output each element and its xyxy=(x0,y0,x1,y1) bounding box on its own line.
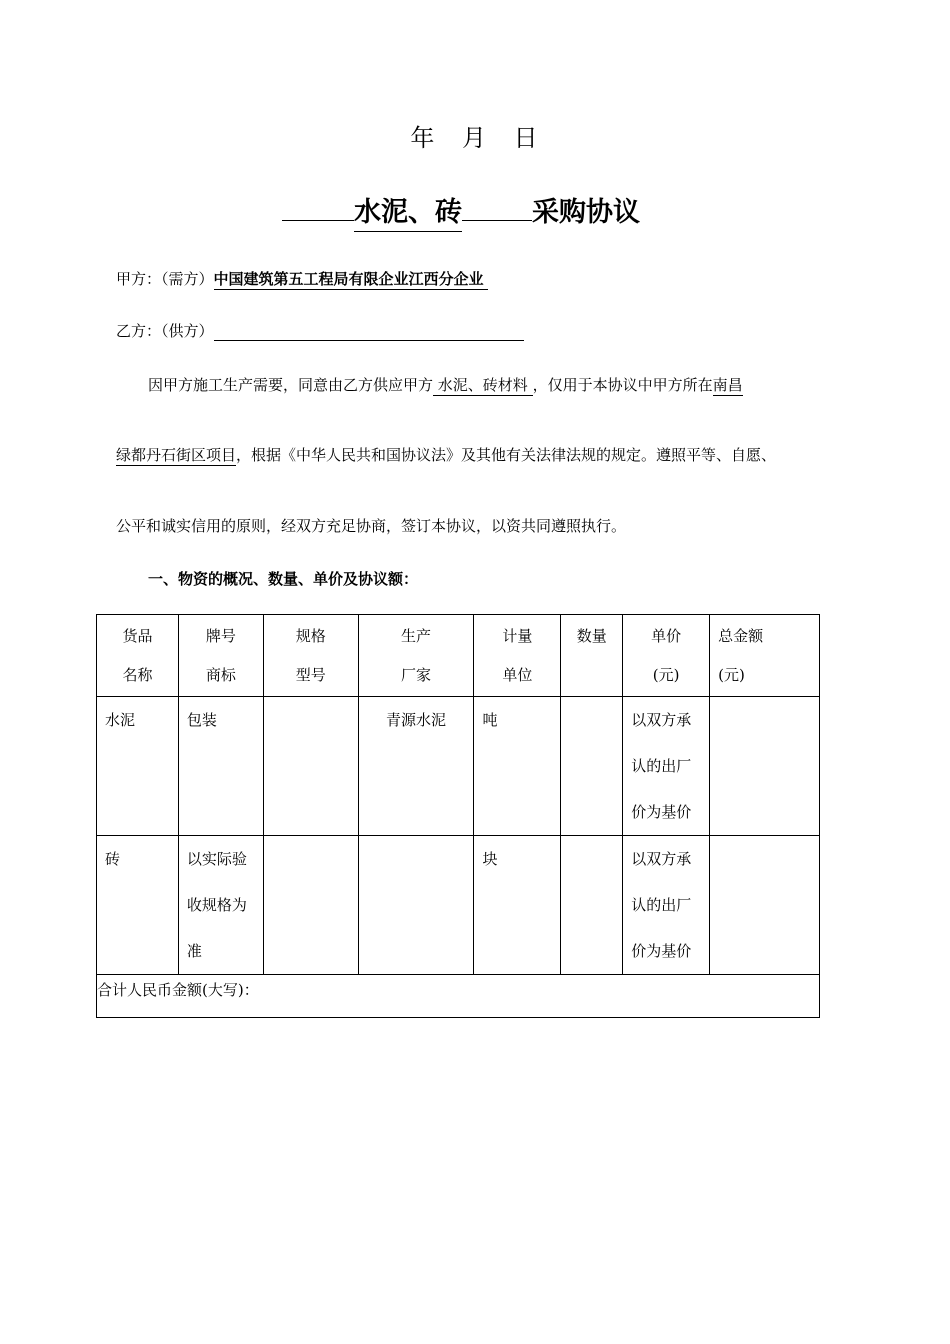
party-b-line xyxy=(116,320,524,341)
day-label: 日 xyxy=(513,124,540,152)
intro-line-3 xyxy=(116,515,626,536)
intro-line-1 xyxy=(148,374,743,395)
cell-name: 砖 xyxy=(97,836,179,975)
header-cell: 生产 厂家 xyxy=(358,615,474,697)
party-b-label: 乙方：（供方） xyxy=(116,322,214,340)
header-cell: 数量 xyxy=(561,615,623,697)
header-cell: 总金额 (元) xyxy=(710,615,820,697)
header-cell: 计量 单位 xyxy=(474,615,561,697)
cell-maker xyxy=(358,836,474,975)
header-cell: 牌号 商标 xyxy=(178,615,263,697)
cell-qty xyxy=(561,697,623,836)
cell-total xyxy=(710,697,820,836)
party-a-line xyxy=(116,268,488,289)
header-cell: 货品 名称 xyxy=(97,615,179,697)
title-suffix: 采购协议 xyxy=(532,197,640,228)
intro-place-2: 绿都丹石街区项目 xyxy=(116,446,237,464)
table-row xyxy=(97,836,820,975)
document-title xyxy=(282,190,640,232)
section-1-heading: 一、物资的概况、数量、单价及协议额： xyxy=(148,570,419,588)
header-cell: 单价 (元) xyxy=(623,615,710,697)
title-blank-left xyxy=(282,218,354,221)
party-a-name: 中国建筑第五工程局有限企业江西分企业 xyxy=(213,270,484,288)
month-label: 月 xyxy=(462,124,488,152)
party-a-label: 甲方：（需方） xyxy=(116,270,214,288)
intro-material: 水泥、砖材料 xyxy=(433,376,533,394)
cell-qty xyxy=(561,836,623,975)
cell-maker: 青源水泥 xyxy=(358,697,474,836)
intro-place-1: 南昌 xyxy=(712,376,743,394)
cell-unit: 吨 xyxy=(474,697,561,836)
party-b-blank xyxy=(214,326,524,341)
total-amount-cell: 合计人民币金额(大写)： xyxy=(97,975,820,1018)
intro-text-1: 因甲方施工生产需要，同意由乙方供应甲方 xyxy=(148,376,434,394)
intro-line-2 xyxy=(116,444,776,465)
cell-brand: 以实际验 收规格为 准 xyxy=(178,836,263,975)
cell-price: 以双方承 认的出厂 价为基价 xyxy=(623,836,710,975)
table-row xyxy=(97,697,820,836)
date-line xyxy=(0,118,950,153)
cell-name: 水泥 xyxy=(97,697,179,836)
year-label: 年 xyxy=(410,124,437,152)
cell-spec xyxy=(263,697,358,836)
cell-price: 以双方承 认的出厂 价为基价 xyxy=(623,697,710,836)
title-blank-right xyxy=(462,218,532,221)
header-cell: 规格 型号 xyxy=(263,615,358,697)
intro-text-4: 公平和诚实信用的原则，经双方充足协商，签订本协议，以资共同遵照执行。 xyxy=(116,517,627,535)
title-material: 水泥、砖 xyxy=(354,190,462,232)
party-a-trailing-blank xyxy=(484,270,489,290)
table-total-row xyxy=(97,975,820,1018)
intro-text-2: ，仅用于本协议中甲方所在 xyxy=(532,376,713,394)
cell-total xyxy=(710,836,820,975)
cell-spec xyxy=(263,836,358,975)
cell-unit: 块 xyxy=(474,836,561,975)
cell-brand: 包装 xyxy=(178,697,263,836)
goods-table xyxy=(96,614,820,1018)
table-header-row xyxy=(97,615,820,697)
intro-text-3: ，根据《中华人民共和国协议法》及其他有关法律法规的规定。遵照平等、自愿、 xyxy=(236,446,777,464)
